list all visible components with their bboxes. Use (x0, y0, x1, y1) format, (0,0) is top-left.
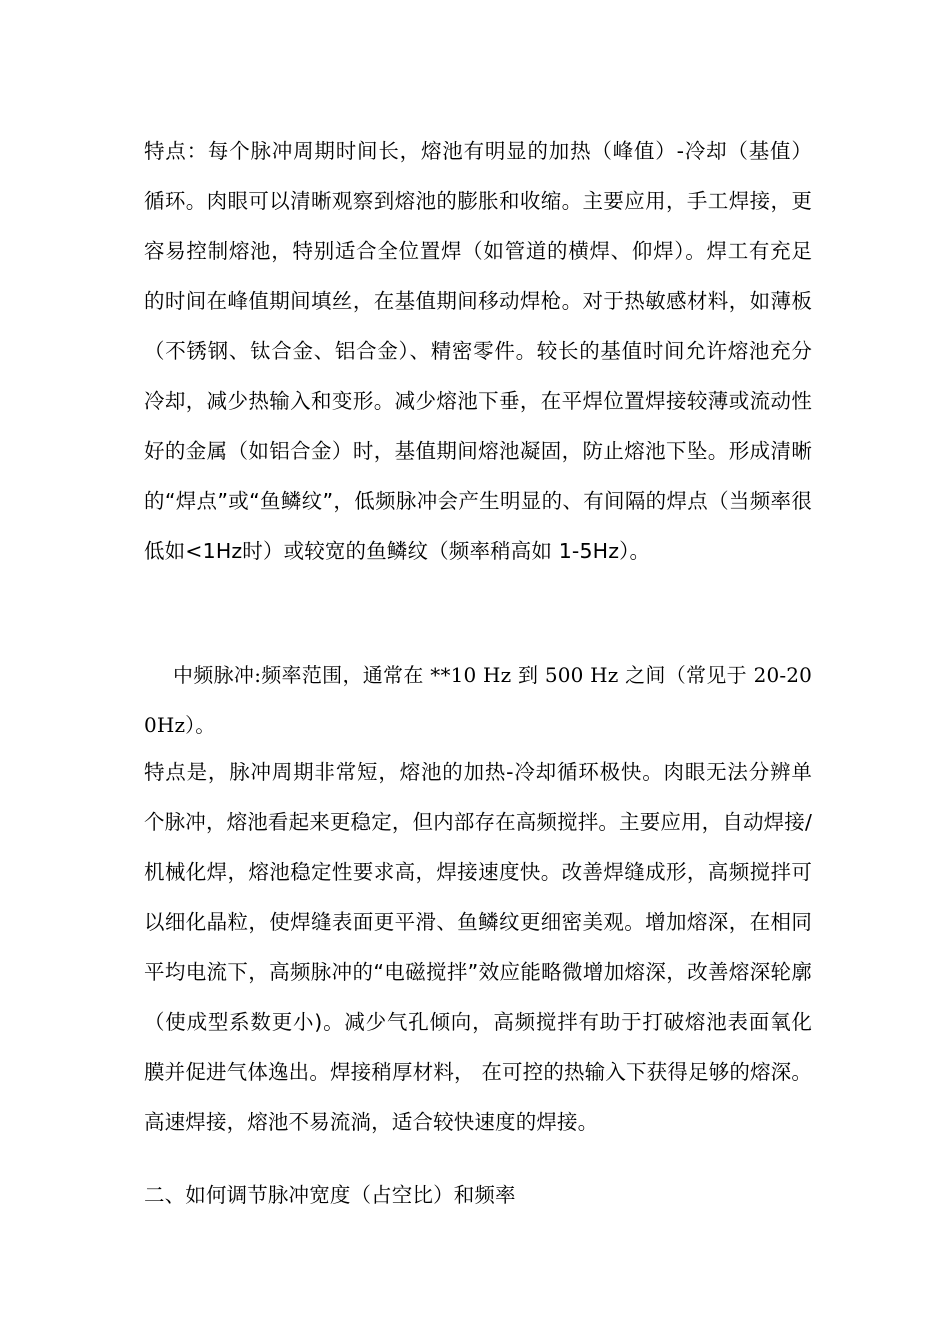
paragraph-medium-frequency-characteristics: 特点是，脉冲周期非常短，熔池的加热-冷却循环极快。肉眼无法分辨单个脉冲，熔池看起来更稳定，但内部存在高频搅拌。主要应用，自动焊接/机械化焊，熔池稳定性要求高，焊接速度快。改善焊缝成形，高频搅拌可以细化晶粒，使焊缝表面更平滑、鱼鳞纹更细密美观。增加熔深，在相同平均电流下，高频脉冲的“电磁搅拌”效应能略微增加熔深，改善熔深轮廓（使成型系数更小)。减少气孔倾向，高频搅拌有助于打破熔池表面氧化膜并促进气体逸出。焊接稍厚材料， 在可控的热输入下获得足够的熔深。高速焊接，熔池不易流淌，适合较快速度的焊接。 (144, 760, 812, 1134)
paragraph-medium-frequency-range: 中频脉冲:频率范围，通常在 **10 Hz 到 500 Hz 之间（常见于 20-200Hz）。 (144, 663, 812, 737)
section-heading: 二、如何调节脉冲宽度（占空比）和频率 (144, 1183, 516, 1207)
paragraph-low-frequency-characteristics: 特点：每个脉冲周期时间长，熔池有明显的加热（峰值）-冷却（基值）循环。肉眼可以清晰观察到熔池的膨胀和收缩。主要应用，手工焊接，更容易控制熔池，特别适合全位置焊（如管道的横焊、仰焊）。焊工有充足的时间在峰值期间填丝，在基值期间移动焊枪。对于热敏感材料，如薄板（不锈钢、钛合金、铝合金）、精密零件。较长的基值时间允许熔池充分冷却，减少热输入和变形。减少熔池下垂，在平焊位置焊接较薄或流动性好的金属（如铝合金）时，基值期间熔池凝固，防止熔池下坠。形成清晰的“焊点”或“鱼鳞纹”，低频脉冲会产生明显的、有间隔的焊点（当频率很低如<1Hz时）或较宽的鱼鳞纹（频率稍高如 1-5Hz）。 (144, 139, 812, 563)
